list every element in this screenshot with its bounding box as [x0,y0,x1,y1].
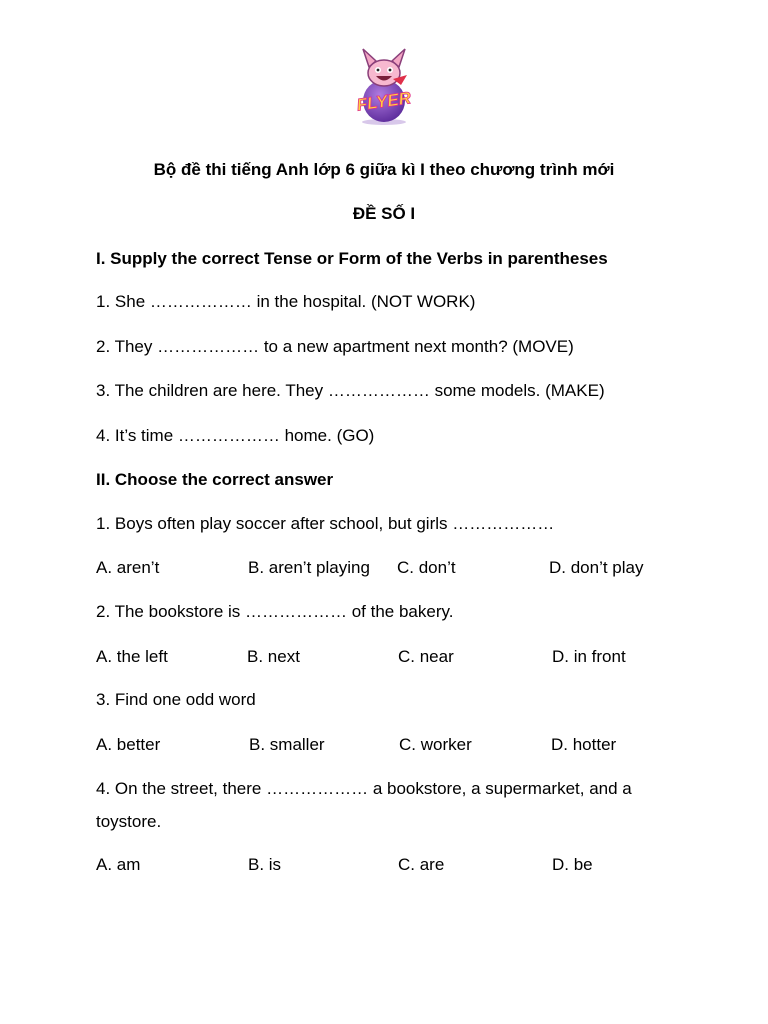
verb-question-2: 2. They ……………… to a new apartment next month? (MOVE) [96,337,574,356]
flyer-logo [349,45,419,125]
mc-q2-option-b: B. next [247,647,300,666]
logo-text: FLYER [355,88,413,115]
mc-q2-option-d: D. in front [552,647,626,666]
mc-q2-option-c: C. near [398,647,454,666]
mc-q3-option-c: C. worker [399,735,472,754]
mc-question-4: 4. On the street, there ……………… a bookstore, a supermarket, and a [96,779,632,798]
mc-q3-option-a: A. better [96,735,161,754]
mc-q3-option-b: B. smaller [249,735,325,754]
verb-question-4: 4. It’s time ……………… home. (GO) [96,426,375,445]
mc-q4-option-d: D. be [552,855,593,874]
mc-q1-option-c: C. don’t [397,558,456,577]
mc-q1-option-b: B. aren’t playing [248,558,370,577]
mc-q1-option-a: A. aren’t [96,558,160,577]
section-2-heading: II. Choose the correct answer [96,470,334,489]
mc-q4-option-c: C. are [398,855,445,874]
mc-question-1: 1. Boys often play soccer after school, but girls ……………… [96,514,555,533]
mc-q4-option-a: A. am [96,855,141,874]
mc-q4-option-b: B. is [248,855,282,874]
mc-q2-option-a: A. the left [96,647,168,666]
mc-question-3: 3. Find one odd word [96,690,256,709]
mc-question-2: 2. The bookstore is ……………… of the bakery. [96,602,454,621]
mc-question-4-continued: toystore. [96,812,162,831]
page-title: Bộ đề thi tiếng Anh lớp 6 giữa kì I theo chương trình mới [153,160,615,179]
mc-q1-option-d: D. don’t play [549,558,644,577]
section-1-heading: I. Supply the correct Tense or Form of the Verbs in parentheses [96,249,608,268]
verb-question-3: 3. The children are here. They ……………… some models. (MAKE) [96,381,605,400]
exam-number: ĐỀ SỐ I [352,204,416,223]
mc-q3-option-d: D. hotter [551,735,617,754]
verb-question-1: 1. She ……………… in the hospital. (NOT WORK) [96,292,476,311]
